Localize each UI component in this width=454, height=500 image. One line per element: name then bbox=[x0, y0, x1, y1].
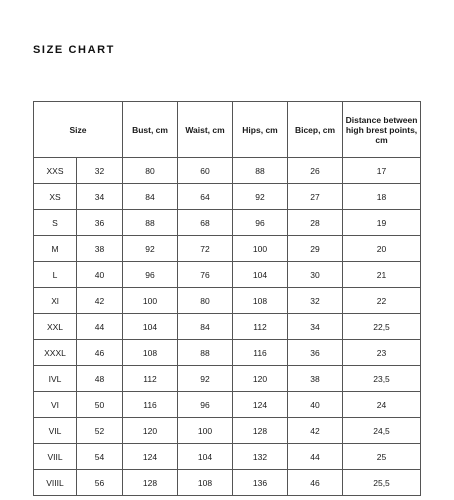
header-bicep: Bicep, cm bbox=[288, 102, 343, 158]
bust-cell: 104 bbox=[123, 314, 178, 340]
table-row bbox=[34, 158, 421, 184]
waist-cell: 80 bbox=[178, 288, 233, 314]
hips-cell: 108 bbox=[233, 288, 288, 314]
size-number: 48 bbox=[77, 366, 123, 392]
size-number: 42 bbox=[77, 288, 123, 314]
size-number: 38 bbox=[77, 236, 123, 262]
bust-cell: 116 bbox=[123, 392, 178, 418]
distance-cell: 17 bbox=[343, 158, 421, 184]
header-hips: Hips, cm bbox=[233, 102, 288, 158]
table-row bbox=[34, 418, 421, 444]
distance-cell: 19 bbox=[343, 210, 421, 236]
distance-cell: 23,5 bbox=[343, 366, 421, 392]
bicep-cell: 29 bbox=[288, 236, 343, 262]
waist-cell: 76 bbox=[178, 262, 233, 288]
size-number: 34 bbox=[77, 184, 123, 210]
size-label: XXL bbox=[34, 314, 77, 340]
bicep-cell: 32 bbox=[288, 288, 343, 314]
hips-cell: 116 bbox=[233, 340, 288, 366]
table-header-row bbox=[34, 102, 421, 158]
bicep-cell: 46 bbox=[288, 470, 343, 496]
distance-cell: 20 bbox=[343, 236, 421, 262]
distance-cell: 24 bbox=[343, 392, 421, 418]
table-row bbox=[34, 366, 421, 392]
size-label: XXS bbox=[34, 158, 77, 184]
distance-cell: 24,5 bbox=[343, 418, 421, 444]
table-row bbox=[34, 392, 421, 418]
bicep-cell: 27 bbox=[288, 184, 343, 210]
waist-cell: 72 bbox=[178, 236, 233, 262]
bicep-cell: 34 bbox=[288, 314, 343, 340]
waist-cell: 108 bbox=[178, 470, 233, 496]
size-label: XXXL bbox=[34, 340, 77, 366]
bust-cell: 80 bbox=[123, 158, 178, 184]
distance-cell: 25,5 bbox=[343, 470, 421, 496]
size-label: Xl bbox=[34, 288, 77, 314]
table-row bbox=[34, 314, 421, 340]
bust-cell: 92 bbox=[123, 236, 178, 262]
waist-cell: 64 bbox=[178, 184, 233, 210]
size-label: VIIIL bbox=[34, 470, 77, 496]
table-row bbox=[34, 262, 421, 288]
hips-cell: 128 bbox=[233, 418, 288, 444]
hips-cell: 92 bbox=[233, 184, 288, 210]
header-bust: Bust, cm bbox=[123, 102, 178, 158]
size-number: 54 bbox=[77, 444, 123, 470]
waist-cell: 88 bbox=[178, 340, 233, 366]
table-row bbox=[34, 236, 421, 262]
bicep-cell: 44 bbox=[288, 444, 343, 470]
size-number: 52 bbox=[77, 418, 123, 444]
header-waist: Waist, cm bbox=[178, 102, 233, 158]
bust-cell: 96 bbox=[123, 262, 178, 288]
size-label: M bbox=[34, 236, 77, 262]
waist-cell: 60 bbox=[178, 158, 233, 184]
distance-cell: 22,5 bbox=[343, 314, 421, 340]
size-label: VIL bbox=[34, 418, 77, 444]
bicep-cell: 38 bbox=[288, 366, 343, 392]
size-number: 56 bbox=[77, 470, 123, 496]
table-row bbox=[34, 340, 421, 366]
table-row bbox=[34, 184, 421, 210]
size-label: XS bbox=[34, 184, 77, 210]
bicep-cell: 42 bbox=[288, 418, 343, 444]
distance-cell: 21 bbox=[343, 262, 421, 288]
distance-cell: 18 bbox=[343, 184, 421, 210]
page-title: SIZE CHART bbox=[33, 44, 115, 56]
distance-cell: 22 bbox=[343, 288, 421, 314]
waist-cell: 96 bbox=[178, 392, 233, 418]
hips-cell: 104 bbox=[233, 262, 288, 288]
table-row bbox=[34, 470, 421, 496]
table-row bbox=[34, 444, 421, 470]
size-number: 44 bbox=[77, 314, 123, 340]
bicep-cell: 28 bbox=[288, 210, 343, 236]
size-number: 32 bbox=[77, 158, 123, 184]
header-size: Size bbox=[34, 102, 123, 158]
distance-cell: 23 bbox=[343, 340, 421, 366]
bust-cell: 84 bbox=[123, 184, 178, 210]
bust-cell: 128 bbox=[123, 470, 178, 496]
waist-cell: 104 bbox=[178, 444, 233, 470]
hips-cell: 120 bbox=[233, 366, 288, 392]
bicep-cell: 36 bbox=[288, 340, 343, 366]
waist-cell: 92 bbox=[178, 366, 233, 392]
header-distance: Distance between high brest points, cm bbox=[343, 102, 421, 158]
bust-cell: 108 bbox=[123, 340, 178, 366]
bust-cell: 100 bbox=[123, 288, 178, 314]
size-label: IVL bbox=[34, 366, 77, 392]
hips-cell: 124 bbox=[233, 392, 288, 418]
bicep-cell: 40 bbox=[288, 392, 343, 418]
distance-cell: 25 bbox=[343, 444, 421, 470]
waist-cell: 68 bbox=[178, 210, 233, 236]
bust-cell: 88 bbox=[123, 210, 178, 236]
size-number: 40 bbox=[77, 262, 123, 288]
size-number: 46 bbox=[77, 340, 123, 366]
waist-cell: 100 bbox=[178, 418, 233, 444]
bicep-cell: 26 bbox=[288, 158, 343, 184]
size-label: VI bbox=[34, 392, 77, 418]
hips-cell: 88 bbox=[233, 158, 288, 184]
hips-cell: 132 bbox=[233, 444, 288, 470]
hips-cell: 112 bbox=[233, 314, 288, 340]
bust-cell: 112 bbox=[123, 366, 178, 392]
size-number: 50 bbox=[77, 392, 123, 418]
size-label: VIIL bbox=[34, 444, 77, 470]
hips-cell: 136 bbox=[233, 470, 288, 496]
size-chart-table bbox=[33, 101, 421, 496]
table-row bbox=[34, 210, 421, 236]
bicep-cell: 30 bbox=[288, 262, 343, 288]
hips-cell: 96 bbox=[233, 210, 288, 236]
size-label: S bbox=[34, 210, 77, 236]
waist-cell: 84 bbox=[178, 314, 233, 340]
size-number: 36 bbox=[77, 210, 123, 236]
bust-cell: 124 bbox=[123, 444, 178, 470]
bust-cell: 120 bbox=[123, 418, 178, 444]
table-row bbox=[34, 288, 421, 314]
size-label: L bbox=[34, 262, 77, 288]
hips-cell: 100 bbox=[233, 236, 288, 262]
